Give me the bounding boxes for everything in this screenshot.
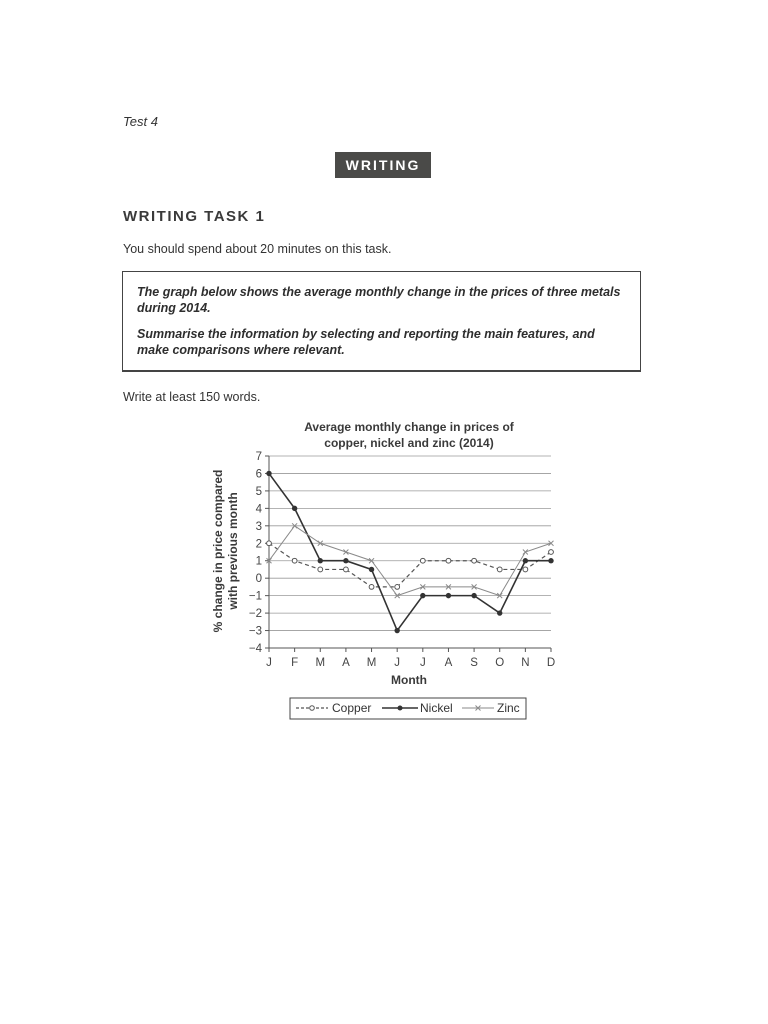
- nickel-point: [471, 593, 476, 598]
- x-tick-label: S: [470, 657, 478, 669]
- x-tick-label: J: [394, 657, 401, 669]
- nickel-point: [548, 558, 553, 563]
- copper-point: [446, 558, 451, 563]
- copper-point: [549, 550, 554, 555]
- copper-point: [369, 585, 374, 590]
- copper-point: [344, 567, 349, 572]
- zinc-point: [523, 550, 528, 555]
- legend-copper-label: Copper: [332, 701, 372, 715]
- word-count-instruction: Write at least 150 words.: [123, 390, 261, 404]
- x-tick-label: J: [419, 657, 426, 669]
- copper-point: [497, 567, 502, 572]
- nickel-point: [369, 567, 374, 572]
- nickel-point: [446, 593, 451, 598]
- legend-zinc-label: Zinc: [497, 701, 520, 715]
- y-tick-label: 2: [255, 538, 262, 551]
- test-label: Test 4: [123, 114, 158, 129]
- x-axis-title: Month: [391, 673, 427, 687]
- task-prompt-line-2: Summarise the information by selecting and reporting the main features, and make comparisons where relevant.: [137, 327, 595, 357]
- legend-copper-marker: [310, 706, 315, 711]
- x-tick-label: M: [315, 657, 326, 669]
- zinc-point: [343, 550, 348, 555]
- y-tick-label: 3: [255, 520, 262, 533]
- y-tick-label: 0: [255, 573, 262, 586]
- writing-badge: WRITING: [335, 152, 431, 178]
- copper-point: [318, 567, 323, 572]
- x-tick-label: F: [291, 657, 299, 669]
- nickel-point: [394, 628, 399, 633]
- copper-point: [267, 541, 272, 546]
- chart-legend: [290, 698, 526, 719]
- y-tick-label: 1: [255, 555, 262, 568]
- x-tick-label: D: [546, 657, 556, 669]
- task-prompt-line-1: The graph below shows the average monthly change in the prices of three metals during 2014.: [137, 285, 621, 315]
- x-tick-label: N: [521, 657, 530, 669]
- nickel-point: [266, 471, 271, 476]
- y-tick-label: −1: [248, 590, 262, 603]
- y-axis-title-line-1: % change in price compared: [211, 469, 225, 633]
- chart-title-line-1: Average monthly change in prices of: [304, 420, 514, 434]
- x-tick-label: M: [366, 657, 377, 669]
- nickel-point: [318, 558, 323, 563]
- y-axis-title-line-2: with previous month: [226, 492, 240, 610]
- copper-point: [395, 585, 400, 590]
- nickel-point: [343, 558, 348, 563]
- x-tick-label: J: [266, 657, 272, 669]
- copper-point: [292, 558, 297, 563]
- nickel-point: [497, 610, 502, 615]
- copper-point: [420, 558, 425, 563]
- copper-point: [472, 558, 477, 563]
- task-heading: WRITING TASK 1: [123, 208, 266, 225]
- y-tick-label: 6: [255, 468, 262, 481]
- legend-nickel-marker: [398, 706, 403, 711]
- x-tick-label: O: [495, 657, 505, 669]
- nickel-point: [420, 593, 425, 598]
- y-tick-label: 7: [255, 451, 262, 463]
- nickel-series-line: [269, 473, 551, 630]
- chart-title-line-2: copper, nickel and zinc (2014): [324, 436, 494, 450]
- y-tick-label: −3: [248, 625, 262, 638]
- x-tick-label: A: [342, 657, 350, 669]
- copper-point: [523, 567, 528, 572]
- x-tick-label: A: [444, 657, 453, 669]
- y-tick-label: 5: [255, 485, 262, 498]
- chart-series: [266, 471, 553, 633]
- y-tick-label: 4: [255, 503, 262, 516]
- nickel-point: [292, 506, 297, 511]
- chart-axes: [265, 456, 551, 652]
- y-tick-label: −4: [248, 643, 262, 655]
- chart-grid: [269, 456, 551, 648]
- legend-nickel-label: Nickel: [420, 701, 453, 715]
- nickel-point: [523, 558, 528, 563]
- y-tick-label: −2: [248, 608, 262, 621]
- time-instruction: You should spend about 20 minutes on this task.: [123, 242, 392, 256]
